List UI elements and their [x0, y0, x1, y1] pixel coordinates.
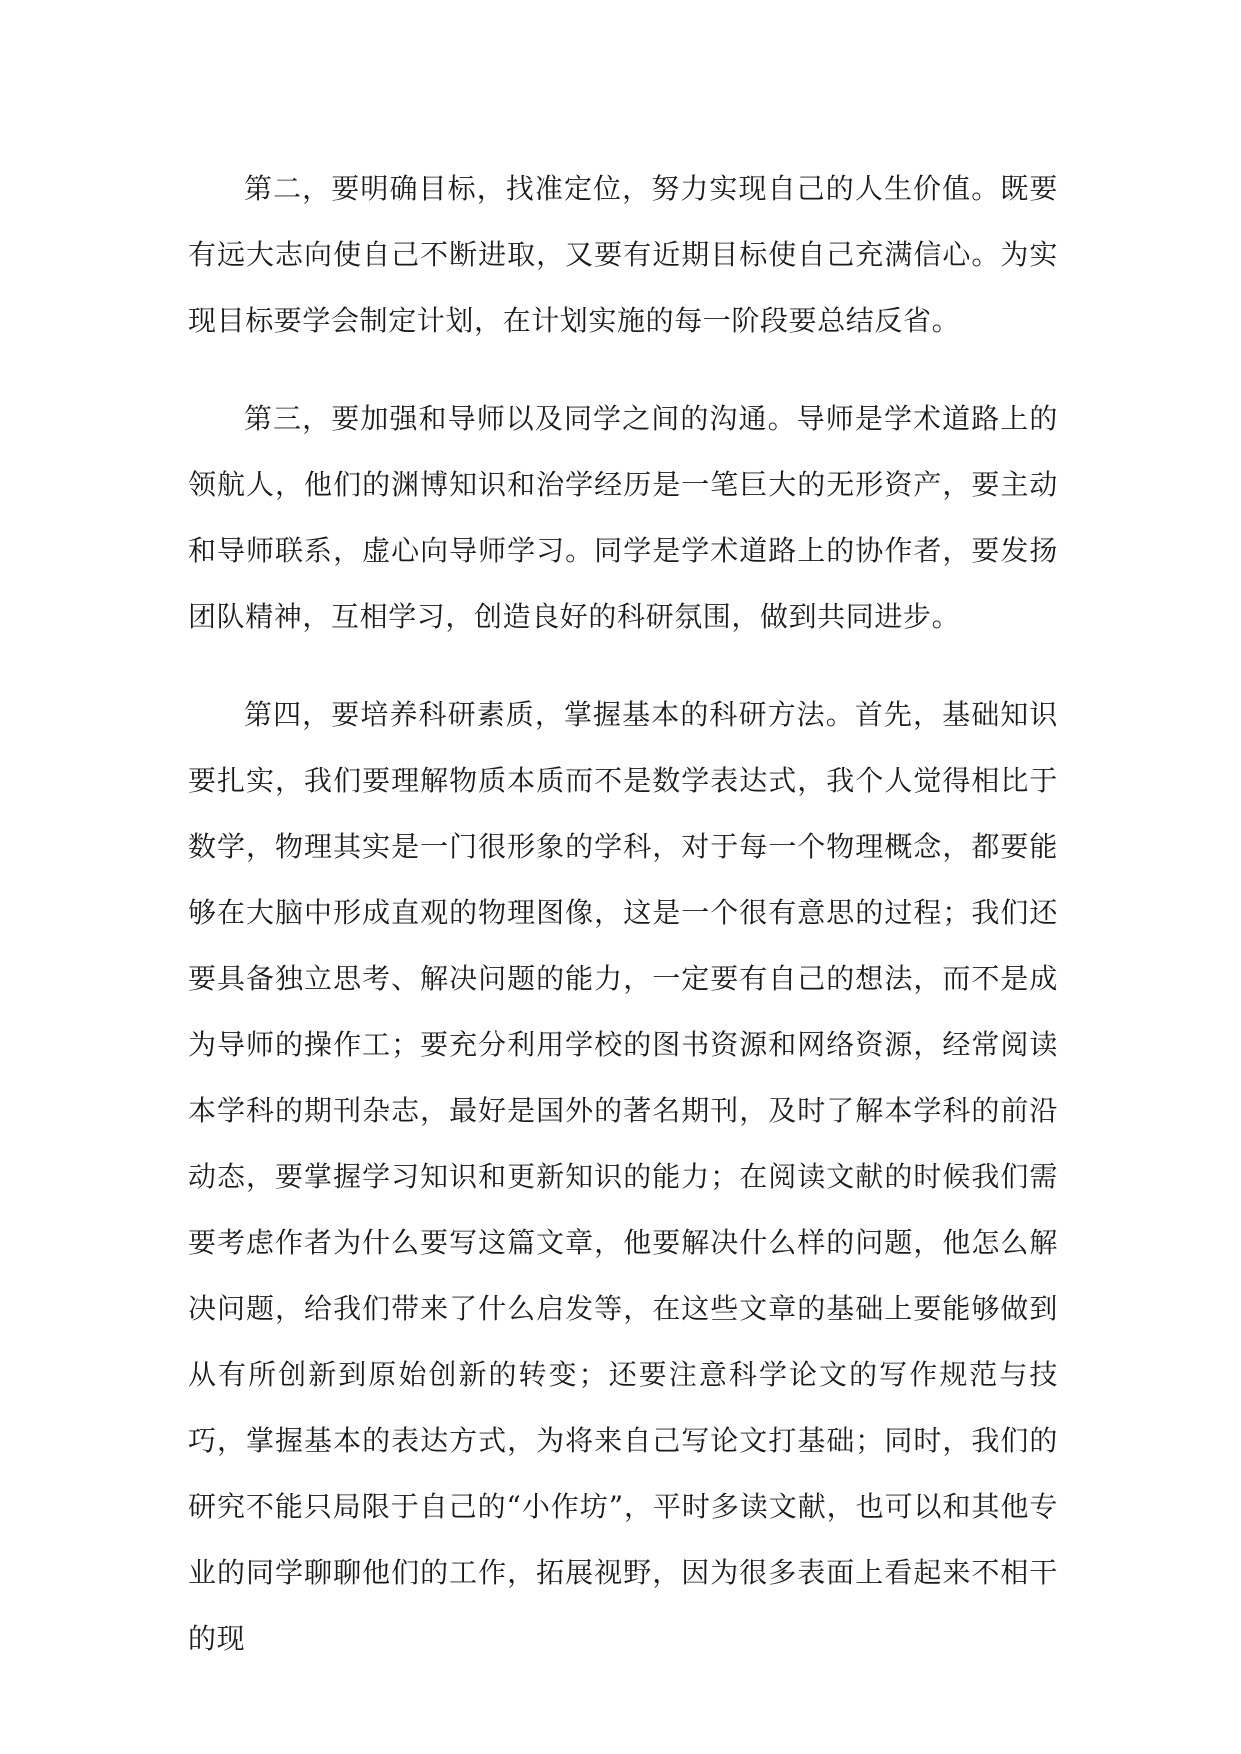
- paragraph-goals: 第二，要明确目标，找准定位，努力实现自己的人生价值。既要有远大志向使自己不断进取，又要有近期目标使自己充满信心。为实现目标要学会制定计划，在计划实施的每一阶段要总结反省。: [188, 172, 1058, 337]
- document-body: [188, 156, 1058, 1672]
- paragraph-research-skills: 第四，要培养科研素质，掌握基本的科研方法。首先，基础知识要扎实，我们要理解物质本质而不是数学表达式，我个人觉得相比于数学，物理其实是一门很形象的学科，对于每一个物理概念，都要能够在大脑中形成直观的物理图像，这是一个很有意思的过程；我们还要具备独立思考、解决问题的能力，一定要有自己的想法，而不是成为导师的操作工；要充分利用学校的图书资源和网络资源，经常阅读本学科的期刊杂志，最好是国外的著名期刊，及时了解本学科的前沿动态，要掌握学习知识和更新知识的能力；在阅读文献的时候我们需要考虑作者为什么要写这篇文章，他要解决什么样的问题，他怎么解决问题，给我们带来了什么启发等，在这些文章的基础上要能够做到从有所创新到原始创新的转变；还要注意科学论文的写作规范与技巧，掌握基本的表达方式，为将来自己写论文打基础；同时，我们的研究不能只局限于自己的“小作坊”，平时多读文献，也可以和其他专业的同学聊聊他们的工作，拓展视野，因为很多表面上看起来不相干的现: [188, 698, 1058, 1655]
- paragraph-communication: 第三，要加强和导师以及同学之间的沟通。导师是学术道路上的领航人，他们的渊博知识和治学经历是一笔巨大的无形资产，要主动和导师联系，虚心向导师学习。同学是学术道路上的协作者，要发扬团队精神，互相学习，创造良好的科研氛围，做到共同进步。: [188, 402, 1058, 633]
